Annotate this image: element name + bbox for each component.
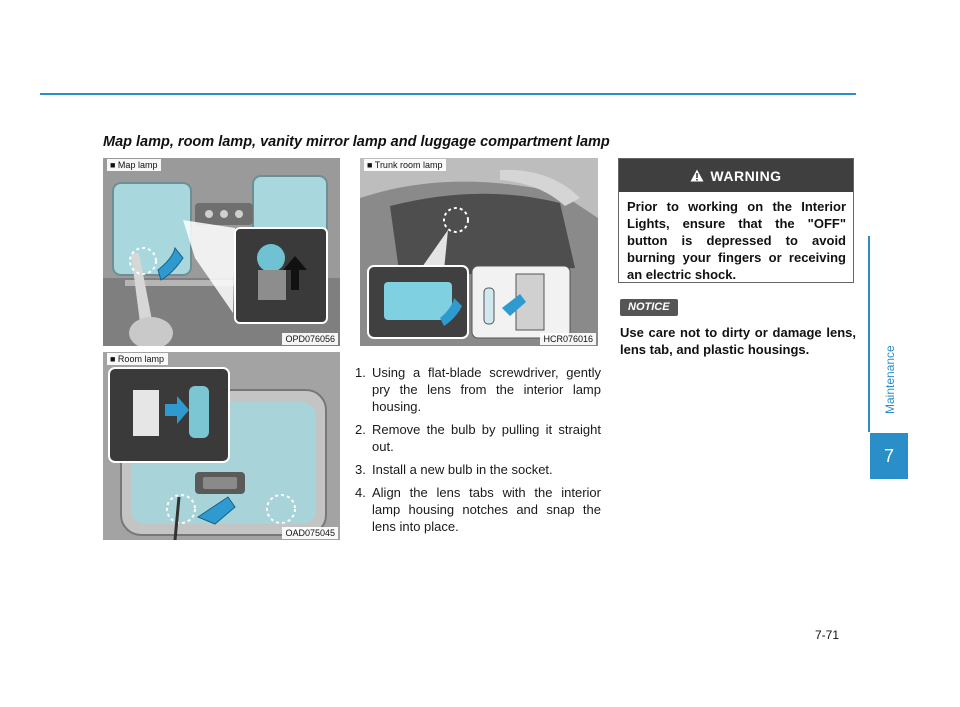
top-rule xyxy=(40,93,856,95)
step-text: Remove the bulb by pulling it straight out. xyxy=(372,422,601,454)
step-text: Using a flat-blade screwdriver, gently pry the lens from the interior lamp housing. xyxy=(372,365,601,414)
warning-title: WARNING xyxy=(710,167,782,184)
step-item xyxy=(355,421,601,455)
trunk-lamp-illustration xyxy=(360,158,598,346)
step-number: 1. xyxy=(355,365,366,380)
chapter-label: Maintenance xyxy=(883,345,897,414)
map-lamp-caption: ■ Map lamp xyxy=(107,159,161,171)
warning-text: Prior to working on the Interior Lights, ensure that the "OFF" button is depressed to avoid burning your fingers or receiving an electric shock. xyxy=(627,199,846,282)
notice-badge: NOTICE xyxy=(620,299,678,316)
chapter-tab: 7 xyxy=(870,433,908,479)
room-lamp-code: OAD075045 xyxy=(282,527,338,539)
page-number: 7-71 xyxy=(815,628,840,642)
step-number: 2. xyxy=(355,422,366,437)
map-lamp-code: OPD076056 xyxy=(282,333,338,345)
step-text: Install a new bulb in the socket. xyxy=(372,462,553,477)
step-item xyxy=(355,364,601,415)
room-lamp-illustration xyxy=(103,352,340,540)
map-lamp-illustration xyxy=(103,158,340,346)
step-number: 3. xyxy=(355,462,366,477)
trunk-lamp-code: HCR076016 xyxy=(540,333,596,345)
step-text: Align the lens tabs with the interior lamp housing notches and snap the lens into place. xyxy=(372,485,601,534)
trunk-lamp-caption: ■ Trunk room lamp xyxy=(364,159,446,171)
room-lamp-figure xyxy=(103,352,340,540)
trunk-lamp-figure xyxy=(360,158,598,346)
warning-box xyxy=(618,158,854,283)
warning-triangle-icon xyxy=(690,169,704,182)
step-item xyxy=(355,461,601,478)
notice-text: Use care not to dirty or damage lens, lens tab, and plastic housings. xyxy=(620,325,856,357)
section-title: Map lamp, room lamp, vanity mirror lamp and luggage compartment lamp xyxy=(103,134,610,150)
step-item xyxy=(355,484,601,535)
map-lamp-figure xyxy=(103,158,340,346)
step-number: 4. xyxy=(355,485,366,500)
instruction-steps xyxy=(355,364,601,541)
room-lamp-caption: ■ Room lamp xyxy=(107,353,168,365)
warning-header xyxy=(619,159,853,192)
side-rule xyxy=(868,236,870,432)
